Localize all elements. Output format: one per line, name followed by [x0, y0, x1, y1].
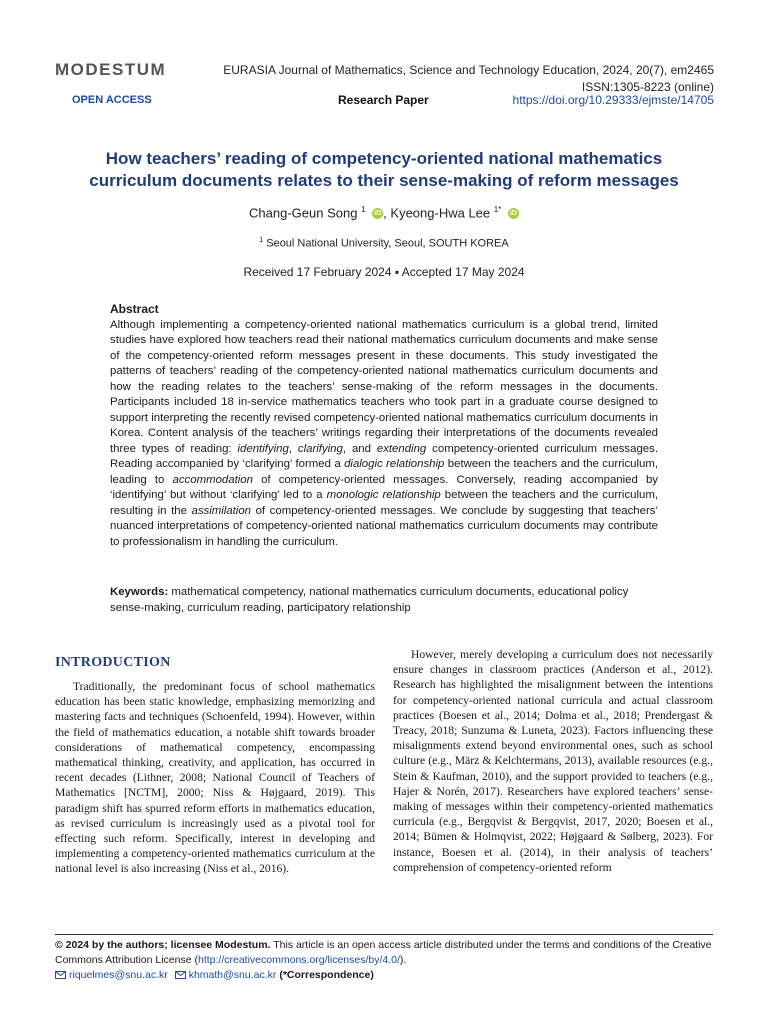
- abstract-heading: Abstract: [110, 302, 159, 316]
- mail-icon: [55, 971, 66, 979]
- abstract-emphasis: accommodation: [172, 473, 253, 486]
- copyright-bold: © 2024 by the authors; licensee Modestum.: [55, 939, 271, 951]
- abstract-text: between the teachers and the curriculum, leading to: [110, 458, 658, 486]
- author-name: Chang-Geun Song: [249, 205, 358, 221]
- abstract-text: ,: [288, 442, 298, 455]
- author-affiliation-mark: 1: [361, 205, 366, 214]
- author-list: Chang-Geun Song $^1$ iD , Kyeong-Hwa Lee $^{1*}$ iD: [249, 205, 517, 221]
- abstract-emphasis: identifying: [237, 442, 289, 455]
- abstract-body: [110, 318, 658, 551]
- article-title: How teachers’ reading of competency-oriented national mathematics curriculum documents relates to their sense-making of reform messages: [89, 149, 679, 190]
- article-dates: Received 17 February 2024 ▪ Accepted 17 May 2024: [243, 265, 525, 279]
- abstract-text: competency-oriented curriculum messages. Reading accompanied by ‘clarifying’ formed a: [110, 442, 658, 470]
- author-name: Kyeong-Hwa Lee: [390, 205, 491, 221]
- abstract: [110, 302, 658, 550]
- journal-line: EURASIA Journal of Mathematics, Science and Technology Education, 2024, 20(7), em2465: [223, 63, 714, 77]
- copyright-notice: [55, 938, 715, 968]
- email-link[interactable]: riquelmes@snu.ac.kr: [69, 969, 168, 981]
- affiliation: [0, 237, 768, 250]
- abstract-text: of competency-oriented messages. We conclude by suggesting that teachers’ nuanced interpretations of competency-oriented national mathematics curriculum documents may contribute to professionalism in handling the curriculum.: [110, 504, 658, 548]
- right-column: [393, 647, 713, 875]
- email-link[interactable]: khmath@snu.ac.kr: [188, 969, 277, 981]
- paragraph: However, merely developing a curriculum does not necessarily ensure changes in classroom practices (Anderson et al., 2012). Research has highlighted the misalignment between the intentions for competency-oriented national curricula and actual classroom practices (Boesen et al., 2014; Dolma et al., 2018; Prendergast & Treacy, 2018; Sunzuma & Luneta, 2023). Factors influencing these misalignments extend beyond environmental ones, such as school culture (e.g., März & Kelchtermans, 2013), available resources (e.g., Stein & Kaufman, 2010), and the support provided to teachers (e.g., Hajer & Norén, 2017). Researchers have explored teachers’ sense-making of messages within their competency-oriented mathematics curricula (e.g., Bergqvist & Bergqvist, 2017, 2020; Boesen et al., 2014; Bümen & Holmqvist, 2022; Højgaard & Sølberg, 2023). For instance, Boesen et al. (2014), in their analysis of teachers’ comprehension of competency-oriented reform: [393, 648, 713, 874]
- keywords: [110, 585, 658, 616]
- abstract-emphasis: assimilation: [191, 504, 252, 517]
- author-affiliation-mark: 1*: [493, 205, 502, 214]
- journal-info: [223, 62, 714, 96]
- abstract-text: , and: [342, 442, 377, 455]
- keywords-label: Keywords:: [110, 586, 169, 598]
- section-heading: INTRODUCTION: [55, 655, 171, 670]
- correspondence-note: (*Correspondence): [279, 969, 374, 981]
- publisher-logo: MODESTUM: [55, 60, 167, 79]
- mail-icon: [175, 971, 186, 979]
- license-link[interactable]: http://creativecommons.org/licenses/by/4.0/: [197, 954, 400, 966]
- paper-type: Research Paper: [338, 93, 429, 107]
- open-access-label: OPEN ACCESS: [72, 94, 152, 106]
- abstract-emphasis: dialogic relationship: [344, 458, 445, 470]
- affiliation-mark: 1: [259, 237, 264, 244]
- abstract-text: between the teachers and the curriculum, resulting in the: [110, 489, 658, 517]
- orcid-icon[interactable]: iD: [509, 210, 517, 218]
- orcid-icon[interactable]: iD: [374, 210, 382, 218]
- abstract-text: of competency-oriented messages. Conversely, reading accompanied by ‘identifying’ but without ‘clarifying’ led to a: [110, 473, 658, 501]
- left-column: [55, 679, 375, 877]
- copyright-end: ).: [399, 954, 407, 966]
- footer: [55, 938, 715, 983]
- doi-link[interactable]: https://doi.org/10.29333/ejmste/14705: [512, 93, 714, 107]
- abstract-emphasis: monologic relationship: [326, 489, 441, 501]
- affiliation-text: Seoul National University, Seoul, SOUTH KOREA: [266, 237, 509, 250]
- abstract-emphasis: extending: [376, 442, 427, 455]
- abstract-text: Although implementing a competency-oriented national mathematics curriculum is a global trend, limited studies have explored how teachers read their national mathematics curriculum documents and make sense of the competency-oriented reform messages present in these documents. This study investigated the patterns of teachers’ reading of the competency-oriented national mathematics curriculum documents and how the reading relates to the teachers’ sense-making of the reform messages in the documents. Participants included 18 in-service mathematics teachers who took part in a graduate course designed to support interpreting the recently revised competency-oriented national mathematics curriculum documents in Korea. Content analysis of the teachers’ writings regarding their interpretations of the documents revealed three types of reading:: [110, 318, 658, 455]
- footer-divider: [55, 934, 713, 935]
- paragraph: Traditionally, the predominant focus of school mathematics education has been static knowledge, emphasizing memorizing and mastering facts and techniques (Schoenfeld, 1994). However, within the field of mathematics education, a notable shift towards broader considerations of mathematical competency, encompassing mathematical thinking, creativity, and application, has occurred in recent decades (Lithner, 2008; National Council of Teachers of Mathematics [NCTM], 2000; Niss & Højgaard, 2019). This paradigm shift has spurred reform efforts in mathematics education, as revised curriculum is increasingly used as a pivotal tool for effecting such reform. Specifically, interest in developing and implementing a competency-oriented mathematics curriculum at the national level is also increasing (Niss et al., 2016).: [55, 680, 375, 876]
- issn: ISSN:1305-8223 (online): [581, 80, 714, 94]
- keywords-text: mathematical competency, national mathematics curriculum documents, educational policy sense-making, curriculum reading, participatory relationship: [110, 586, 629, 614]
- contact-line: [55, 968, 715, 983]
- abstract-emphasis: clarifying: [297, 442, 343, 455]
- copyright-text: This article is an open access article distributed under the terms and conditions of the Creative Commons Attribution License (: [55, 939, 712, 966]
